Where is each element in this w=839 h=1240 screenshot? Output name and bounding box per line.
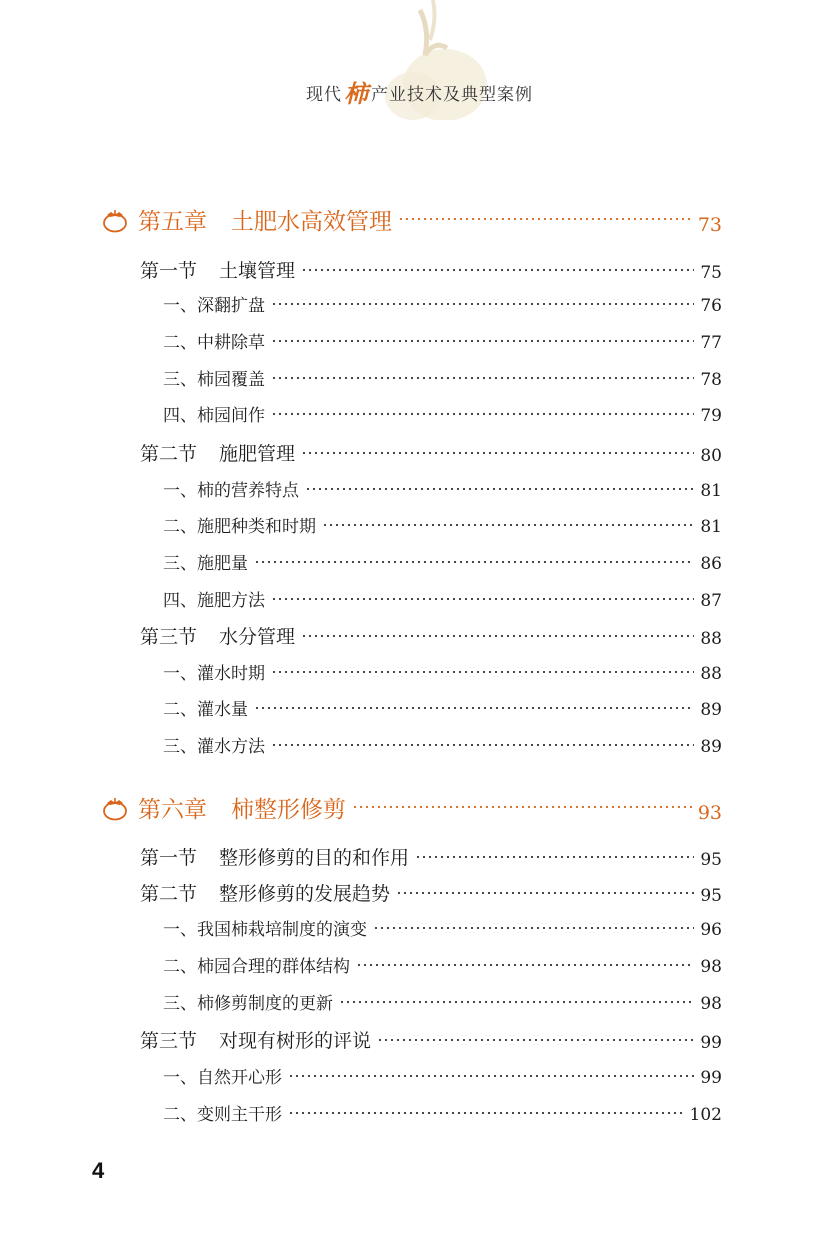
- leader-dots: [301, 629, 694, 643]
- leader-dots: [373, 921, 694, 935]
- section-title: 水分管理: [219, 626, 296, 648]
- item-title: 一、我国柿栽培制度的演变: [163, 920, 367, 940]
- section-title: 施肥管理: [219, 443, 296, 465]
- toc-section[interactable]: [140, 838, 722, 870]
- leader-dots: [352, 800, 692, 814]
- leader-dots: [356, 958, 694, 972]
- page-ref: 99: [700, 1068, 722, 1088]
- page-ref: 75: [700, 263, 722, 283]
- page-ref: 76: [700, 296, 722, 316]
- section-label: 第一节: [140, 847, 198, 869]
- page-ref: 95: [700, 850, 722, 870]
- page-ref: 77: [700, 333, 722, 353]
- section-title: 整形修剪的目的和作用: [219, 847, 410, 869]
- chapter-title: 柿整形修剪: [231, 797, 346, 823]
- toc-item[interactable]: [163, 654, 722, 684]
- chapter-title: 土肥水高效管理: [231, 209, 392, 235]
- toc-item[interactable]: [163, 471, 722, 501]
- page-ref: 99: [700, 1033, 722, 1053]
- item-title: 二、施肥种类和时期: [163, 517, 316, 537]
- toc-item[interactable]: [163, 544, 722, 574]
- toc-item[interactable]: [163, 507, 722, 537]
- toc-section[interactable]: [140, 251, 722, 283]
- page-ref: 89: [700, 737, 722, 757]
- header-text-before: 现代: [306, 85, 342, 105]
- toc-item[interactable]: [163, 727, 722, 757]
- section-label: 第二节: [140, 443, 198, 465]
- page-ref: 96: [700, 920, 722, 940]
- item-title: 二、灌水量: [163, 700, 248, 720]
- page-ref: 89: [700, 700, 722, 720]
- page-ref: 80: [700, 446, 722, 466]
- toc-section[interactable]: [140, 617, 722, 649]
- page-ref: 98: [700, 957, 722, 977]
- toc-section[interactable]: [140, 874, 722, 906]
- section-title: 对现有树形的评说: [219, 1030, 372, 1052]
- item-title: 一、自然开心形: [163, 1068, 282, 1088]
- toc-item[interactable]: [163, 984, 722, 1014]
- item-title: 一、柿的营养特点: [163, 481, 299, 501]
- leader-dots: [271, 738, 694, 752]
- section-title: 整形修剪的发展趋势: [219, 883, 391, 905]
- leader-dots: [301, 263, 694, 277]
- header-highlight-char: 柿: [344, 79, 369, 108]
- page-ref: 79: [700, 406, 722, 426]
- leader-dots: [305, 482, 694, 496]
- leader-dots: [254, 555, 694, 569]
- section-label: 第一节: [140, 260, 198, 282]
- chapter-label: 第五章: [138, 209, 207, 235]
- leader-dots: [271, 407, 694, 421]
- page-ref: 95: [700, 886, 722, 906]
- item-title: 一、灌水时期: [163, 664, 265, 684]
- leader-dots: [271, 297, 694, 311]
- leader-dots: [415, 850, 694, 864]
- toc-item[interactable]: [163, 1095, 722, 1125]
- page-ref: 86: [700, 554, 722, 574]
- persimmon-icon: [100, 207, 130, 233]
- page-ref: 81: [700, 517, 722, 537]
- item-title: 四、施肥方法: [163, 591, 265, 611]
- page-ref: 93: [697, 802, 722, 824]
- leader-dots: [377, 1033, 694, 1047]
- toc-item[interactable]: [163, 947, 722, 977]
- page-ref: 88: [700, 629, 722, 649]
- chapter-label: 第六章: [138, 797, 207, 823]
- page-ref: 102: [689, 1105, 722, 1125]
- toc-item[interactable]: [163, 396, 722, 426]
- leader-dots: [271, 371, 694, 385]
- page-ref: 81: [700, 481, 722, 501]
- running-header: [0, 74, 839, 109]
- persimmon-icon: [100, 795, 130, 821]
- leader-dots: [301, 446, 694, 460]
- item-title: 三、施肥量: [163, 554, 248, 574]
- leader-dots: [322, 518, 694, 532]
- leader-dots: [271, 592, 694, 606]
- toc-item[interactable]: [163, 581, 722, 611]
- page-ref: 78: [700, 370, 722, 390]
- leader-dots: [398, 212, 692, 226]
- leader-dots: [271, 334, 694, 348]
- item-title: 一、深翻扩盘: [163, 296, 265, 316]
- section-title: 土壤管理: [219, 260, 296, 282]
- toc-item[interactable]: [163, 323, 722, 353]
- page-ref: 73: [697, 214, 722, 236]
- section-label: 第二节: [140, 883, 198, 905]
- item-title: 四、柿园间作: [163, 406, 265, 426]
- page-ref: 87: [700, 591, 722, 611]
- section-label: 第三节: [140, 626, 198, 648]
- item-title: 二、变则主干形: [163, 1105, 282, 1125]
- page-ref: 88: [700, 664, 722, 684]
- toc-chapter-5[interactable]: [100, 196, 722, 236]
- item-title: 三、柿园覆盖: [163, 370, 265, 390]
- leader-dots: [339, 995, 694, 1009]
- item-title: 三、柿修剪制度的更新: [163, 994, 333, 1014]
- item-title: 二、柿园合理的群体结构: [163, 957, 350, 977]
- leader-dots: [254, 701, 694, 715]
- leader-dots: [271, 665, 694, 679]
- toc-chapter-6[interactable]: [100, 784, 722, 824]
- toc-item[interactable]: [163, 910, 722, 940]
- toc-item[interactable]: [163, 690, 722, 720]
- folio-page-number: 4: [92, 1158, 105, 1183]
- header-text-after: 产业技术及典型案例: [371, 85, 533, 105]
- item-title: 三、灌水方法: [163, 737, 265, 757]
- toc-item[interactable]: [163, 1058, 722, 1088]
- leader-dots: [288, 1069, 694, 1083]
- leader-dots: [396, 886, 694, 900]
- leader-dots: [288, 1106, 684, 1120]
- page-ref: 98: [700, 994, 722, 1014]
- toc-item[interactable]: [163, 360, 722, 390]
- toc-item[interactable]: [163, 286, 722, 316]
- toc-section[interactable]: [140, 1021, 722, 1053]
- item-title: 二、中耕除草: [163, 333, 265, 353]
- toc-section[interactable]: [140, 434, 722, 466]
- section-label: 第三节: [140, 1030, 198, 1052]
